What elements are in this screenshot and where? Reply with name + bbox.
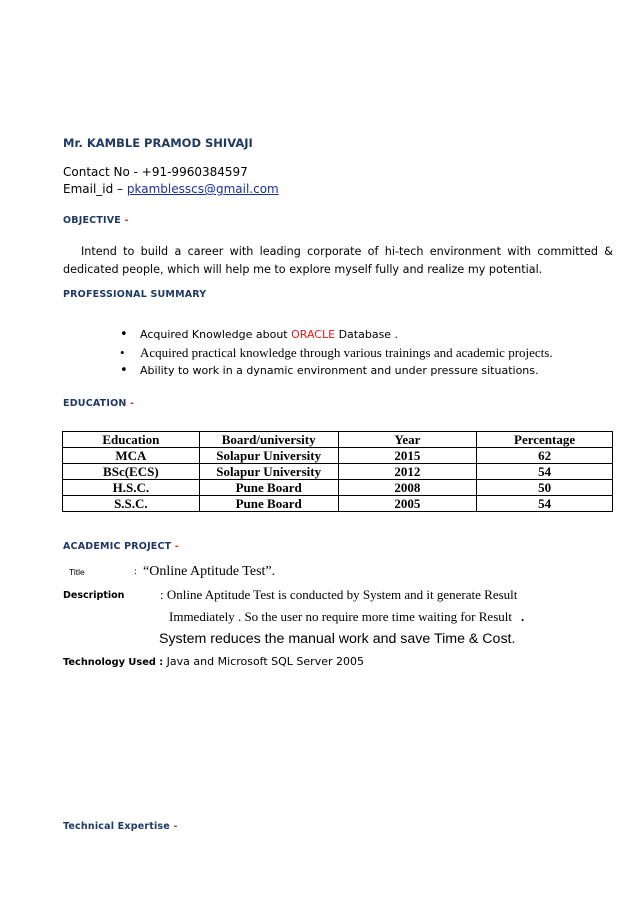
title-separator: : <box>134 567 137 577</box>
list-item: • Acquired practical knowledge through various trainings and academic projects. <box>120 344 553 362</box>
description-period: . <box>520 609 525 624</box>
description-line-2 <box>169 609 524 625</box>
heading-dash: - <box>120 215 129 226</box>
table-row <box>63 496 613 512</box>
email-link[interactable]: pkamblesscs@gmail.com <box>126 182 279 196</box>
column-header: Year <box>338 432 477 448</box>
heading-dash: - <box>171 541 180 552</box>
table-row <box>63 464 613 480</box>
table-cell: 2005 <box>338 496 477 512</box>
description-text-2: Immediately . So the user no require more time waiting for Result <box>169 609 512 624</box>
table-cell: Solapur University <box>199 464 338 480</box>
heading-dash: - <box>169 821 178 832</box>
table-cell: 62 <box>477 448 613 464</box>
table-cell: Pune Board <box>199 496 338 512</box>
table-cell: Pune Board <box>199 480 338 496</box>
table-cell: MCA <box>63 448 200 464</box>
technical-heading-text: Technical Expertise <box>63 821 170 832</box>
education-heading <box>63 398 134 409</box>
technology-line <box>63 655 364 668</box>
table-cell: Solapur University <box>199 448 338 464</box>
heading-dash: - <box>126 398 135 409</box>
technology-label: Technology Used : <box>63 657 164 668</box>
project-heading-text: ACADEMIC PROJECT <box>63 541 172 552</box>
contact-block <box>63 164 279 198</box>
column-header: Board/university <box>199 432 338 448</box>
oracle-highlight: ORACLE <box>291 328 336 341</box>
table-cell: 50 <box>477 480 613 496</box>
table-cell: 54 <box>477 464 613 480</box>
description-text-1: : Online Aptitude Test is conducted by System and it generate Result <box>160 587 518 602</box>
table-cell: BSc(ECS) <box>63 464 200 480</box>
contact-number: Contact No - +91-9960384597 <box>63 165 248 179</box>
summary-heading: PROFESSIONAL SUMMARY <box>63 289 207 300</box>
table-row <box>63 448 613 464</box>
table-row <box>63 480 613 496</box>
table-cell: 54 <box>477 496 613 512</box>
description-label: Description <box>63 590 125 601</box>
summary-item-1-post: Database . <box>335 328 399 341</box>
email-label: Email_id – <box>63 182 127 196</box>
table-cell: 2008 <box>338 480 477 496</box>
summary-item-1-pre: Acquired Knowledge about <box>140 328 292 341</box>
list-item: • Ability to work in a dynamic environment and under pressure situations. <box>120 362 553 380</box>
table-cell: 2012 <box>338 464 477 480</box>
project-title: “Online Aptitude Test”. <box>143 564 276 579</box>
technical-heading <box>63 821 178 832</box>
table-cell: 2015 <box>338 448 477 464</box>
objective-heading <box>63 215 129 226</box>
description-line-1 <box>160 587 517 603</box>
education-heading-text: EDUCATION <box>63 398 127 409</box>
list-item <box>120 326 553 344</box>
column-header: Education <box>63 432 200 448</box>
table-cell: H.S.C. <box>63 480 200 496</box>
objective-heading-text: OBJECTIVE <box>63 215 121 226</box>
email-line <box>63 181 279 198</box>
table-header-row <box>63 432 613 448</box>
column-header: Percentage <box>477 432 613 448</box>
education-table <box>62 431 613 512</box>
technology-value: Java and Microsoft SQL Server 2005 <box>163 655 364 668</box>
title-label: Title <box>69 567 85 577</box>
candidate-name: Mr. KAMBLE PRAMOD SHIVAJI <box>63 136 253 150</box>
description-line-3: System reduces the manual work and save Time & Cost. <box>159 631 516 647</box>
project-heading <box>63 541 179 552</box>
table-cell: S.S.C. <box>63 496 200 512</box>
summary-list <box>120 326 553 380</box>
objective-text: Intend to build a career with leading corporate of hi-tech environment with committed & dedicated people, which will help me to explore myself fully and realize my potential. <box>63 245 613 276</box>
